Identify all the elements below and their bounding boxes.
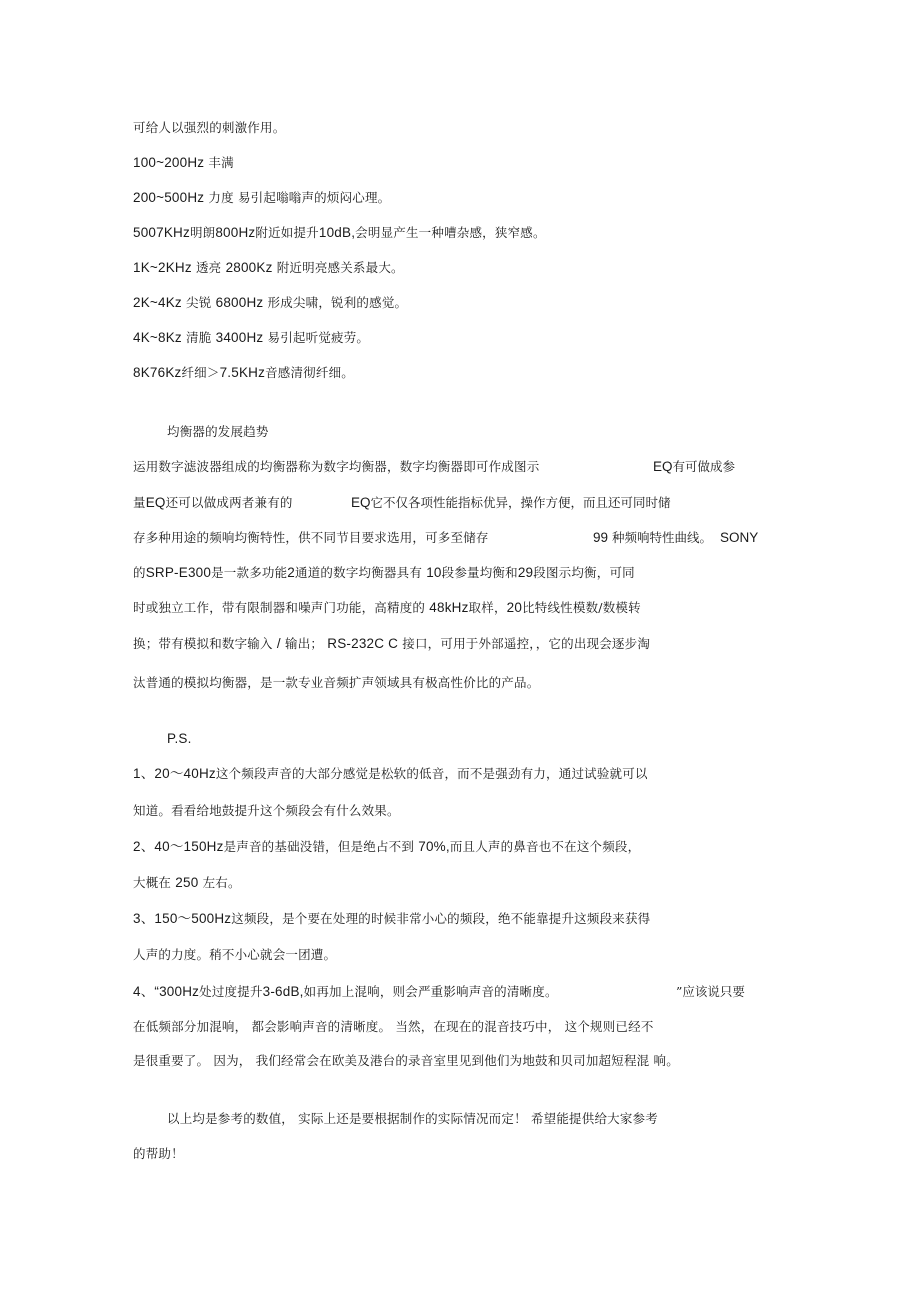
section-heading: [167, 423, 269, 441]
text: ”应该说只要: [676, 984, 745, 999]
text: 2: [287, 565, 296, 580]
text: 如再加上混响，则会严重影响声音的清晰度。: [303, 984, 558, 999]
paragraph-line-tail: [720, 529, 758, 547]
freq-item: [133, 329, 369, 347]
text: 在低频部分加混响， 都会影响声音的清晰度。 当然，在现在的混音技巧中， 这个规则已经不: [133, 1019, 654, 1034]
freq-value: 2800Kz: [225, 260, 273, 275]
paragraph-line: [133, 635, 650, 653]
text: 种频响特性曲线。: [608, 530, 713, 545]
paragraph-line-tail: [593, 529, 712, 547]
text: SONY: [720, 530, 759, 545]
text: 是很重要了。 因为， 我们经常会在欧美及港台的录音室里见到他们为地鼓和贝司加超短程混 响。: [133, 1053, 679, 1068]
freq-item: [133, 154, 234, 172]
freq-desc: 易引起听觉疲劳。: [263, 330, 370, 345]
text: RS-232C C: [327, 636, 399, 651]
paragraph-line: [133, 674, 539, 692]
ps-line: [133, 838, 640, 856]
text: 取样，: [468, 600, 507, 615]
text: 换；带有模拟和数字输入: [133, 636, 277, 651]
freq-range: 100~200Hz: [133, 155, 205, 170]
freq-value: 7.5KHz: [219, 365, 266, 380]
text: 有可做成参: [672, 459, 736, 474]
freq-desc: 附近如提升: [255, 225, 319, 240]
closing-line: [167, 1110, 658, 1128]
text: 3、150～500Hz: [133, 911, 232, 926]
freq-desc: 附近明亮感关系最大。: [272, 260, 404, 275]
ps-line: [133, 1052, 679, 1070]
ps-line: [133, 983, 558, 1001]
freq-range: 2K~4Kz: [133, 295, 182, 310]
freq-range: 200~500Hz: [133, 190, 205, 205]
freq-gain: 10dB,: [318, 225, 356, 240]
closing-text: 的帮助！: [133, 1146, 184, 1161]
text: 这频段，是个要在处理的时候非常小心的频段，绝不能靠提升这频段来获得: [231, 911, 651, 926]
text: 这个频段声音的大部分感觉是松软的低音，而不是强劲有力，通过试验就可以: [215, 766, 648, 781]
text: EQ: [145, 495, 166, 510]
freq-value: 800Hz: [215, 225, 256, 240]
text: /: [276, 636, 281, 651]
intro-text: 可给人以强烈的刺激作用。: [133, 120, 286, 135]
freq-range: 8K76Kz: [133, 365, 182, 380]
freq-desc: 明朗: [189, 225, 216, 240]
freq-desc: 形成尖啸，锐利的感觉。: [263, 295, 408, 310]
freq-desc: 纤细＞: [181, 365, 220, 380]
freq-item: [133, 259, 404, 277]
ps-line-tail: [676, 983, 745, 1001]
paragraph-line-tail: [351, 494, 671, 512]
intro-line: [133, 119, 285, 137]
freq-range: 1K~2KHz: [133, 260, 192, 275]
freq-desc: 丰满: [204, 155, 234, 170]
text: EQ: [351, 495, 371, 510]
freq-item: [133, 189, 390, 207]
ps-heading-text: P.S.: [167, 731, 192, 746]
text: 输出；: [280, 636, 328, 651]
text: 它不仅各项性能指标优异，操作方便，而且还可同时储: [370, 495, 671, 510]
text: 知道。看看给地鼓提升这个频段会有什么效果。: [133, 803, 400, 818]
text: 运用数字滤波器组成的均衡器称为数字均衡器，数字均衡器即可作成图示: [133, 459, 540, 474]
ps-line: [133, 910, 650, 928]
freq-item: [133, 224, 546, 242]
text: 人声的力度。稍不小心就会一团遭。: [133, 947, 337, 962]
freq-desc: 透亮: [191, 260, 226, 275]
paragraph-line: [133, 564, 635, 582]
text: 时或独立工作，带有限制器和噪声门功能，高精度的: [133, 600, 430, 615]
freq-desc: 力度 易引起嗡嗡声的烦闷心理。: [204, 190, 391, 205]
text: 左右。: [198, 875, 241, 890]
text: 99: [593, 530, 609, 545]
text: 48kHz: [429, 600, 469, 615]
ps-heading: [167, 730, 192, 748]
text: 250: [175, 875, 199, 890]
text: 比特线性模数/数模转: [522, 600, 641, 615]
text: 处过度提升: [199, 984, 263, 999]
freq-range: 4K~8Kz: [133, 330, 182, 345]
ps-line: [133, 765, 648, 783]
text: 段图示均衡，可同: [533, 565, 635, 580]
text: 29: [517, 565, 534, 580]
text: 存多种用途的频响均衡特性，供不同节目要求选用，可多至储存: [133, 530, 489, 545]
text: 20: [506, 600, 523, 615]
ps-line: [133, 1018, 654, 1036]
text: EQ: [653, 459, 673, 474]
freq-desc: 尖锐: [181, 295, 216, 310]
closing-line: [133, 1145, 184, 1163]
text: 还可以做成两者兼有的: [165, 495, 293, 510]
freq-range: 5007KHz: [133, 225, 190, 240]
freq-desc: 音感清彻纤细。: [265, 365, 354, 380]
text: 大概在: [133, 875, 176, 890]
text: 而且人声的鼻音也不在这个频段，: [449, 839, 641, 854]
text: 是声音的基础没错，但是绝占不到: [223, 839, 419, 854]
text: 汰普通的模拟均衡器，是一款专业音频扩声领域具有极高性价比的产品。: [133, 675, 540, 690]
paragraph-line-tail: [653, 458, 735, 476]
freq-item: [133, 364, 354, 382]
text: 2、40～150Hz: [133, 839, 224, 854]
text: 70%,: [418, 839, 450, 854]
ps-line: [133, 802, 400, 820]
ps-line: [133, 874, 241, 892]
text: SRP-E300: [145, 565, 212, 580]
text: 量: [133, 495, 146, 510]
text: 10: [426, 565, 442, 580]
paragraph-line: [133, 458, 539, 476]
text: 通道的数字均衡器具有: [295, 565, 427, 580]
text: 4、“300Hz: [133, 984, 200, 999]
text: 接口，可用于外部遥控，，它的出现会逐步淘: [398, 636, 651, 651]
freq-value: 6800Hz: [215, 295, 264, 310]
freq-value: 3400Hz: [215, 330, 264, 345]
text: 的: [133, 565, 146, 580]
paragraph-line: [133, 529, 489, 547]
text: 1、20～40Hz: [133, 766, 216, 781]
text: 段参量均衡和: [441, 565, 518, 580]
ps-line: [133, 946, 336, 964]
closing-text: 以上均是参考的数值， 实际上还是要根据制作的实际情况而定！ 希望能提供给大家参考: [167, 1111, 658, 1126]
paragraph-line: [133, 599, 641, 617]
freq-desc: 会明显产生一种嘈杂感，狭窄感。: [355, 225, 546, 240]
section-heading-text: 均衡器的发展趋势: [167, 424, 269, 439]
text: 3-6dB,: [262, 984, 304, 999]
freq-item: [133, 294, 407, 312]
freq-desc: 清脆: [181, 330, 216, 345]
text: 是一款多功能: [211, 565, 288, 580]
paragraph-line: [133, 494, 293, 512]
